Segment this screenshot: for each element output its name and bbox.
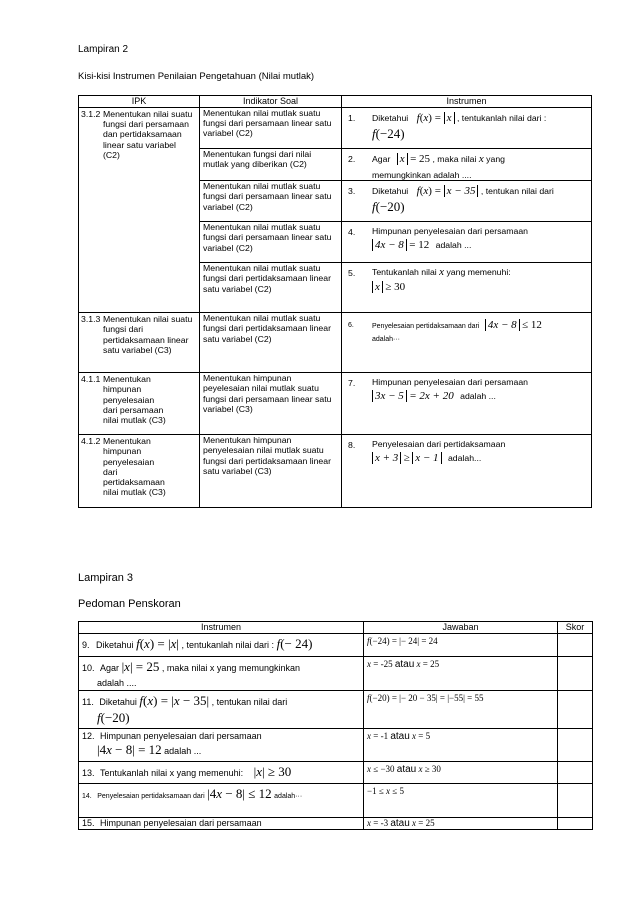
ipk-text: Menentukan nilai suatu fungsi dari pertidaksamaan linear satu variabel (C3) <box>103 314 193 355</box>
indikator-cell: Menentukan nilai mutlak suatu fungsi dari persamaan linear satu variabel (C2) <box>200 181 342 222</box>
question-text: Penyelesaian dari pertidaksamaan <box>372 439 506 450</box>
score-cell <box>558 762 593 784</box>
question-text: Penyelesaian pertidaksamaan dari <box>97 793 205 800</box>
indikator-cell: Menentukan fungsi dari nilai mutlak yang diberikan (C2) <box>200 149 342 181</box>
instrumen-cell: 1. Diketahui f(x) = x , tentukanlah nilai dari : f(−24) <box>342 108 592 149</box>
question-text: Himpunan penyelesaian dari persamaan <box>372 377 528 388</box>
instrumen-cell <box>342 263 592 313</box>
question-expression: f(−24) <box>372 126 405 141</box>
abs-expression: 3x − 5 <box>372 390 407 402</box>
header-jawaban: Jawaban <box>364 622 558 634</box>
question-number: 6. <box>348 322 354 330</box>
header-ipk: IPK <box>79 96 200 108</box>
question-equality: ≥ <box>403 452 410 465</box>
question-number: 4. <box>348 227 356 238</box>
question-text: adalah ... <box>460 391 496 402</box>
answer-cell: x = -25 atau x = 25 <box>364 657 558 691</box>
question-equality: = 12 <box>409 239 430 252</box>
abs-expression: 4x − 8 <box>485 319 520 331</box>
question-text: , maka nilai x yang memungkinkan <box>161 663 300 673</box>
question-text: adalah .... <box>97 678 137 688</box>
answer-cell: x ≤ −30 atau x ≥ 30 <box>364 762 558 784</box>
ipk-cell <box>79 108 200 313</box>
header-indikator: Indikator Soal <box>200 96 342 108</box>
indikator-cell: Menentukan nilai mutlak suatu fungsi dari pertidaksamaan linear satu variabel (C2) <box>200 263 342 313</box>
question-text: , tentukanlah nilai dari : <box>456 113 547 123</box>
ipk-cell <box>79 373 200 435</box>
question-variable: x <box>478 153 484 165</box>
ipk-text: Menentukan nilai suatu fungsi dari persamaan dan pertidaksamaan linear satu variabel (C2) <box>103 109 193 160</box>
ipk-cell <box>79 313 200 373</box>
question-equality: ≥ 30 <box>385 281 406 294</box>
scoring-question-cell <box>79 634 364 657</box>
indikator-cell: Menentukan himpunan peyelesaian nilai mutlak suatu fungsi dari persamaan linear satu variabel (C3) <box>200 373 342 435</box>
pedoman-table <box>78 621 593 830</box>
question-text: adalah··· <box>274 793 303 800</box>
scoring-question-cell <box>79 691 364 729</box>
instrumen-cell <box>342 222 592 263</box>
indikator-cell: Menentukan nilai mutlak suatu fungsi dari persamaan linear satu variabel (C2) <box>200 222 342 263</box>
lampiran2-title: Lampiran 2 <box>78 44 129 55</box>
answer-cell: x = -1 atau x = 5 <box>364 729 558 762</box>
question-text: , tentukan nilai dari <box>480 186 554 197</box>
question-expression: f(− 24) <box>276 636 313 651</box>
scoring-question-cell <box>79 818 364 830</box>
lampiran3-title: Lampiran 3 <box>78 572 134 584</box>
question-expression: f(x) = |x| <box>136 636 179 651</box>
abs-expression: x <box>397 153 408 165</box>
header-instrumen: Instrumen <box>342 96 592 108</box>
question-number: 2. <box>348 154 356 164</box>
question-text: Himpunan penyelesaian dari persamaan <box>100 818 262 828</box>
header-skor: Skor <box>558 622 593 634</box>
abs-expression: x − 35 <box>444 185 479 197</box>
header-instrumen: Instrumen <box>79 622 364 634</box>
question-expression: f(x) = |x − 35| <box>139 693 210 708</box>
indikator-cell: Menentukan nilai mutlak suatu fungsi dari persamaan linear satu variabel (C2) <box>200 108 342 149</box>
scoring-question-cell <box>79 762 364 784</box>
question-text: Himpunan penyelesaian dari persamaan <box>100 731 262 741</box>
question-number: 14. <box>82 793 92 800</box>
instrumen-cell <box>342 373 592 435</box>
ipk-number: 4.1.2 <box>81 436 101 447</box>
question-text: Tentukanlah nilai x yang memenuhi: <box>100 768 244 778</box>
question-number: 1. <box>348 113 356 123</box>
instrumen-cell <box>342 435 592 508</box>
kisi-kisi-table <box>78 95 592 508</box>
answer-cell: f(−24) = |− 24| = 24 <box>364 634 558 657</box>
question-number: 7. <box>348 378 356 389</box>
answer-cell: x = -3 atau x = 25 <box>364 818 558 830</box>
score-cell <box>558 818 593 830</box>
question-text: memungkinkan adalah .... <box>372 170 472 180</box>
question-text: Agar <box>100 663 120 673</box>
question-number: 15. <box>82 818 95 828</box>
indikator-cell: Menentukan nilai mutlak suatu fungsi dari pertidaksamaan linear satu variabel (C2) <box>200 313 342 373</box>
ipk-number: 3.1.3 <box>81 314 101 325</box>
question-text: Diketahui <box>96 640 134 650</box>
question-number: 12. <box>82 731 95 741</box>
question-text: Tentukanlah nilai <box>372 267 437 278</box>
ipk-text: Menentukan himpunan penyelesaian dari persamaan nilai mutlak (C3) <box>103 374 166 426</box>
question-text: yang <box>486 154 506 164</box>
scoring-question-cell <box>79 657 364 691</box>
question-expression: |4x − 8| = 12 <box>97 742 162 757</box>
abs-expression: x <box>444 112 455 124</box>
score-cell <box>558 691 593 729</box>
score-cell <box>558 634 593 657</box>
question-number: 3. <box>348 186 356 197</box>
question-variable: x <box>439 266 445 279</box>
answer-cell: −1 ≤ x ≤ 5 <box>364 784 558 818</box>
question-expression: f(−20) <box>97 710 130 725</box>
ipk-text: Menentukan himpunan penyelesaian dari pertidaksamaan nilai mutlak (C3) <box>103 436 166 498</box>
instrumen-cell <box>342 149 592 181</box>
question-text: yang memenuhi: <box>446 267 511 278</box>
question-text: Himpunan penyelesaian dari persamaan <box>372 226 528 237</box>
question-text: , tentukan nilai dari <box>211 697 288 707</box>
question-equality: ≤ 12 <box>522 319 542 332</box>
score-cell <box>558 784 593 818</box>
question-text: Agar <box>372 154 391 164</box>
question-number: 8. <box>348 440 356 451</box>
question-text: , tentukanlah nilai dari : <box>181 640 275 650</box>
question-expression: |x| ≥ 30 <box>253 764 292 779</box>
lampiran2-subtitle: Kisi-kisi Instrumen Penilaian Pengetahuan (Nilai mutlak) <box>78 71 315 82</box>
answer-cell: f(−20) = |− 20 − 35| = |−55| = 55 <box>364 691 558 729</box>
instrumen-cell <box>342 313 592 373</box>
ipk-number: 3.1.2 <box>81 109 101 119</box>
question-text: Diketahui <box>99 697 137 707</box>
question-text: adalah ... <box>164 746 202 756</box>
lampiran3-subtitle: Pedoman Penskoran <box>78 598 181 610</box>
question-number: 11. <box>82 697 94 707</box>
question-text: Penyelesaian pertidaksamaan dari <box>372 323 480 331</box>
question-text: adalah··· <box>372 336 401 344</box>
abs-expression: x − 1 <box>412 452 441 464</box>
question-number: 13. <box>82 768 95 778</box>
question-text: adalah ... <box>435 240 472 251</box>
ipk-cell <box>79 435 200 508</box>
indikator-cell: Menentukan himpunan penyelesaian nilai mutlak suatu fungsi dari pertidaksamaan linear satu variabel (C3) <box>200 435 342 508</box>
instrumen-cell: 3. Diketahui f(x) = x − 35 , tentukan nilai dari f(−20) <box>342 181 592 222</box>
question-text: adalah... <box>447 453 482 464</box>
question-expression: |x| = 25 <box>121 659 160 674</box>
abs-expression: x + 3 <box>372 452 401 464</box>
score-cell <box>558 729 593 762</box>
question-text: Diketahui <box>372 113 409 123</box>
score-cell <box>558 657 593 691</box>
abs-expression: 4x − 8 <box>372 239 407 251</box>
question-text: Diketahui <box>372 186 409 197</box>
question-text: , maka nilai <box>432 154 477 164</box>
question-number: 10. <box>82 663 95 673</box>
abs-expression: x <box>372 281 383 293</box>
scoring-question-cell <box>79 784 364 818</box>
scoring-question-cell <box>79 729 364 762</box>
question-expression: f(−20) <box>372 199 405 215</box>
question-equality: = 25 <box>410 153 431 165</box>
question-number: 5. <box>348 268 356 279</box>
question-number: 9. <box>82 640 90 650</box>
question-expression: |4x − 8| ≤ 12 <box>207 786 272 801</box>
question-equality: = 2x + 20 <box>409 390 454 403</box>
ipk-number: 4.1.1 <box>81 374 101 385</box>
